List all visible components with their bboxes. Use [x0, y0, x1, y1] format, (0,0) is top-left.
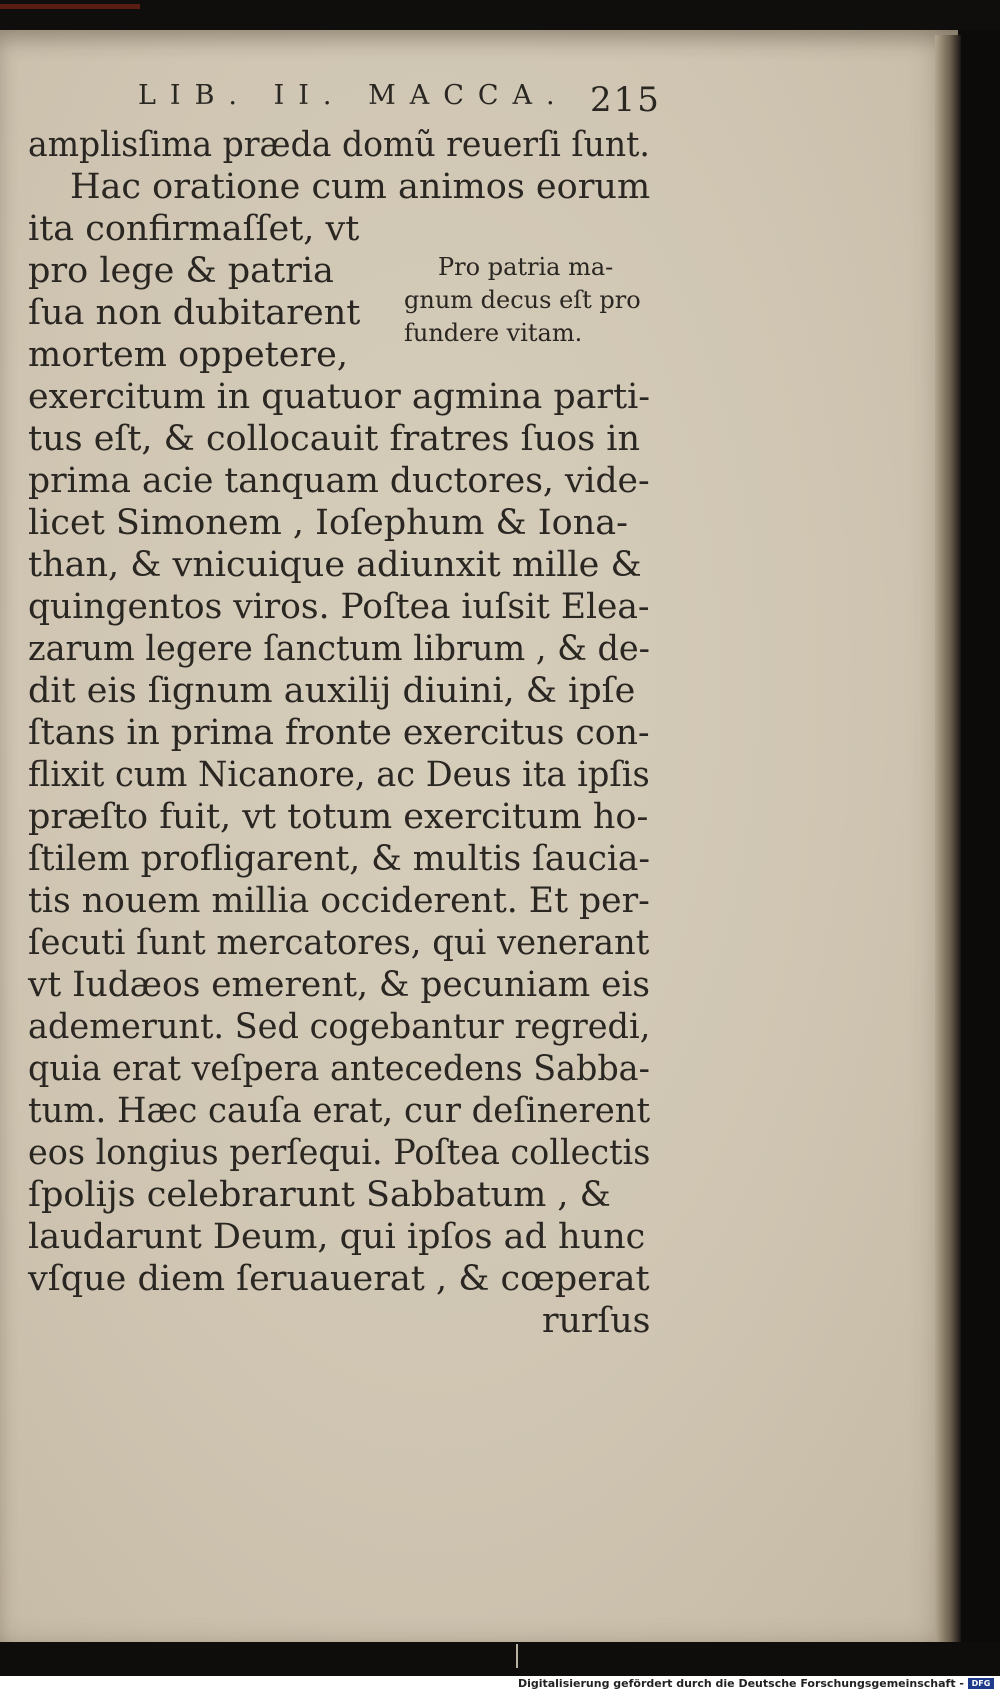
text-line: prima acie tanquam ductores, vide-	[28, 461, 650, 501]
text-line: eos longius perſequi. Poſtea collectis	[28, 1133, 651, 1173]
text-line: mortem oppetere,	[28, 335, 349, 375]
text-line: quingentos viros. Poſtea iuſsit Elea-	[28, 587, 650, 627]
text-line: tis nouem millia occiderent. Et per-	[28, 881, 650, 921]
text-line: vſque diem ſeruauerat , & cœperat	[28, 1259, 650, 1299]
text-line: pro lege & patria	[28, 251, 334, 291]
scan-color-strip	[0, 4, 140, 9]
text-line: laudarunt Deum, qui ipſos ad hunc	[28, 1217, 646, 1257]
text-line: vt Iudæos emerent, & pecuniam eis	[28, 965, 650, 1005]
text-line: tus eſt, & collocauit fratres ſuos in	[28, 419, 641, 459]
text-line: ita confirmaſſet, vt	[28, 209, 360, 249]
text-line: tum. Hæc cauſa erat, cur deſinerent	[28, 1091, 651, 1131]
scan-top-border	[0, 0, 1000, 30]
text-line: ſtilem profligarent, & multis ſaucia-	[28, 839, 651, 879]
text-line: flixit cum Nicanore, ac Deus ita ipſis	[28, 755, 650, 795]
text-line: dit eis ſignum auxilij diuini, & ipſe	[28, 671, 636, 711]
text-line: ſtans in prima fronte exercitus con-	[28, 713, 650, 753]
text-line: quia erat veſpera antecedens Sabba-	[28, 1049, 650, 1089]
text-line: ademerunt. Sed cogebantur regredi,	[28, 1007, 651, 1047]
text-line: ſecuti ſunt mercatores, qui venerant	[28, 923, 650, 963]
text-line: præſto fuit, vt totum exercitum ho-	[28, 797, 649, 837]
margin-note-line: fundere vitam.	[404, 319, 583, 347]
text-line: than, & vnicuique adiunxit mille &	[28, 545, 642, 585]
page-number: 215	[590, 80, 661, 120]
catchword: rurſus	[542, 1301, 651, 1341]
text-line: zarum legere ſanctum librum , & de-	[28, 629, 650, 669]
text-line: amplisſima præda domũ reuerſi ſunt.	[28, 125, 650, 165]
scan-center-mark	[516, 1644, 518, 1668]
scan-bottom-border	[0, 1642, 1000, 1676]
text-line: ſua non dubitarent	[28, 293, 361, 333]
dfg-logo: DFG	[968, 1678, 994, 1689]
digitization-footer	[0, 1676, 1000, 1692]
footer-credit: Digitalisierung gefördert durch die Deutsche Forschungsgemeinschaft -	[517, 1677, 964, 1690]
margin-note-line: Pro patria ma-	[438, 253, 614, 281]
text-line: Hac oratione cum animos eorum	[70, 167, 651, 207]
page-edge-shadow	[935, 35, 961, 1645]
text-line: ſpolijs celebrarunt Sabbatum , &	[28, 1175, 611, 1215]
text-line: licet Simonem , Ioſephum & Iona-	[28, 503, 628, 543]
margin-note-line: gnum decus eſt pro	[404, 286, 641, 314]
running-header: LIB. II. MACCA.	[138, 80, 569, 111]
text-line: exercitum in quatuor agmina parti-	[28, 377, 650, 417]
